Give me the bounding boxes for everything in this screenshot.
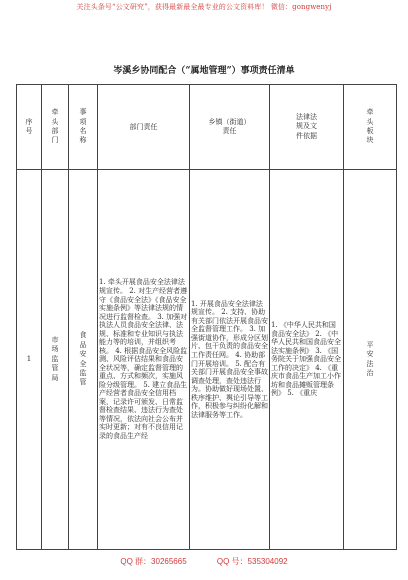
top-watermark: 关注头条号“公文研究”，获得最新最全最专业的公文资料库！ 微信：gongwenyj: [76, 3, 332, 11]
document-title: 岑溪乡协同配合（“属地管理”）事项责任清单: [113, 66, 295, 76]
header-item-name: 事项名称: [69, 85, 98, 170]
cell-dept-duty: 1. 牵头开展食品安全法律法规宣传。 2. 对生产经营者遵守《食品安全法》《食品安全实施条例》等法律法规的情况进行监督检查。 3. 加强对执法人员食品安全法律、法规、标准和专业知识与执法能力等的培训，并组织考核。 4. 根据食品安全风险监测、风险评估结果和食品安全状况等，确定监督管理的重点、方式和频次，实施风险分级管理。 5. 建立食品生产经营者食品安全信用档案，记录许可颁发、日常监督检查结果、违法行为查处等情况，依法向社会公布并实时更新；对有不良信用记录的食品生产经: [98, 170, 190, 550]
cell-town-duty: 1. 开展食品安全法律法规宣传。 2. 支持、协助有关部门依法开展食品安全监督管理工作。 3. 加强街道协作，形成分区划片、包干负责的食品安全工作责任网。 4. 协助部门开展培训。 5. 配合有关部门开展食品安全事故调查处理，查处违法行为。协助做好现场处置、秩序维护、舆论引导等工作，积极参与纠纷化解和法律服务等工作。: [190, 170, 270, 550]
qq-group-text: QQ 群：30265665: [120, 557, 187, 566]
table-header-row: [17, 85, 397, 170]
header-legal-basis: 法律法规及文件依据: [270, 85, 344, 170]
cell-item-name: 食品安全监管: [69, 170, 98, 550]
cell-county-dept: 市场监管局: [42, 170, 69, 550]
header-seq: 序号: [17, 85, 42, 170]
responsibility-table: [16, 84, 397, 550]
header-town-duty: 乡镇（街道）责任: [190, 85, 270, 170]
bottom-watermark: [0, 556, 408, 567]
table-row: [17, 170, 397, 550]
qq-number-text: QQ 号：535304092: [216, 557, 288, 566]
header-lead-section: 牵头板块: [344, 85, 397, 170]
cell-seq: 1: [17, 170, 42, 550]
cell-lead-section: 平安法治: [344, 170, 397, 550]
header-county-dept: 牵头部门: [42, 85, 69, 170]
header-dept-duty: 部门责任: [98, 85, 190, 170]
cell-legal-basis: 1. 《中华人民共和国食品安全法》 2. 《中华人民共和国食品安全法实施条例》 3. 《国务院关于加强食品安全工作的决定》 4. 《重庆市食品生产加工小作坊和食品摊贩管理条例》 5. 《重庆: [270, 170, 344, 550]
